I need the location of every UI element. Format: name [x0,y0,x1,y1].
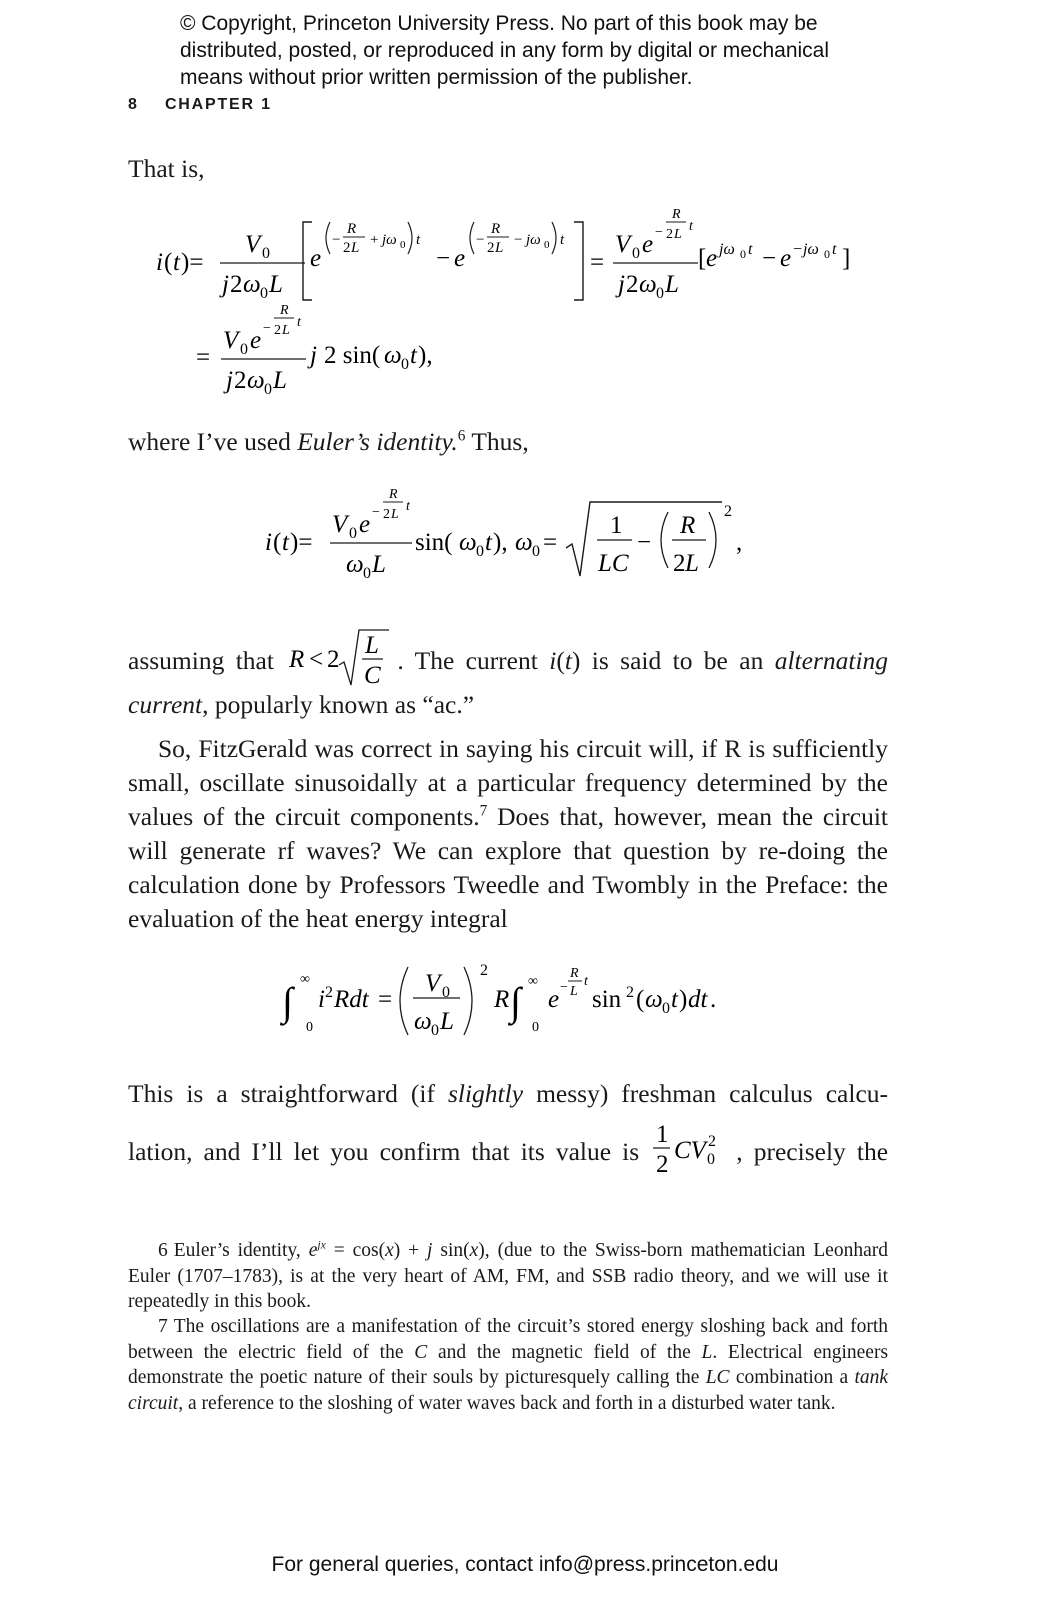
svg-text:V: V [223,327,239,354]
svg-text:L: L [372,551,386,578]
svg-text:0: 0 [532,1020,539,1035]
svg-text:ω: ω [414,1008,432,1035]
svg-text:t: t [485,529,492,556]
svg-text:V: V [332,511,348,538]
svg-text:V: V [615,231,631,258]
svg-text:ω: ω [243,271,261,298]
svg-text:t: t [560,232,565,248]
svg-text:<: < [309,646,324,673]
chapter-label: CHAPTER 1 [164,96,272,113]
svg-text:ω: ω [459,529,477,556]
svg-text:t: t [406,499,410,514]
svg-text:∞: ∞ [528,974,538,989]
svg-text:2: 2 [343,240,351,256]
said-rest-text: is said to be an [591,646,764,675]
svg-text:R: R [680,512,696,539]
equation-svg-1 [150,200,870,410]
svg-text:t: t [689,219,693,234]
svg-text:−: − [436,245,451,272]
euler-identity-term: Euler’s identity. [297,427,458,456]
svg-text:0: 0 [662,1000,670,1017]
svg-text:t: t [173,249,180,276]
footnote-7-text-e: , a reference to the sloshing of water waves back and forth in a disturbed water tank. [178,1392,836,1414]
svg-text:−: − [332,232,341,248]
svg-text:−: − [514,232,523,248]
svg-text:j: j [222,271,229,298]
svg-text:t: t [671,986,678,1013]
assuming-text: assuming that [128,646,274,675]
svg-text:2: 2 [708,1133,717,1150]
svg-text:0: 0 [632,245,640,262]
svg-text:L: L [570,984,578,999]
svg-text:2: 2 [274,323,281,338]
svg-text:ω: ω [515,529,533,556]
svg-text:e: e [250,327,262,354]
svg-text:CV: CV [674,1137,707,1164]
svg-text:2: 2 [626,984,634,1001]
tank-circuit-term: tank circuit [128,1367,889,1414]
current-term: current [128,690,203,719]
svg-text:2: 2 [383,507,390,522]
svg-text:L: L [273,367,287,394]
svg-text:0: 0 [264,381,272,398]
svg-text:sin: sin [592,986,622,1013]
page-number: 8 [128,96,139,113]
svg-text:2: 2 [673,550,686,577]
svg-text:2: 2 [230,271,243,298]
svg-text:(: ( [164,249,173,276]
footnote-6 [128,1238,888,1315]
svg-text:1: 1 [656,1121,669,1148]
svg-text:=: = [543,529,558,556]
that-is-text: That is, [128,154,205,183]
svg-text:t: t [410,342,417,369]
svg-text:0: 0 [544,239,550,251]
copyright-line-3: means without prior written permission of the publisher. [180,66,693,89]
fitzgerald-rest-text: Does that, however, mean the circuit will generate rf waves? We can explore that question by re-doing the calculation done by Professors Tweedle and Twombly in the Preface: the evaluation of the heat energy integral [128,802,888,933]
svg-text:L: L [391,507,399,522]
svg-text:2 sin(: 2 sin( [324,342,381,369]
svg-text:2: 2 [626,271,639,298]
svg-text:0: 0 [401,356,409,373]
footnote-6-number: 6 [158,1240,168,1261]
svg-text:L: L [269,271,283,298]
svg-text:e: e [359,511,371,538]
svg-text:(: ( [636,986,645,1013]
footnote-7-c: C [414,1341,428,1363]
svg-text:Rdt: Rdt [334,986,369,1013]
svg-text:V: V [245,231,261,258]
svg-text:+: + [370,232,379,248]
copyright-line-2: distributed, posted, or reproduced in any form by digital or mechanical [180,39,830,62]
svg-text:e: e [548,986,560,1013]
svg-text:L: L [495,240,504,256]
footnote-7-text-a: The oscillations are a manifestation of the circuit’s stored energy sloshing back and forth between the electric field of the [128,1316,888,1363]
copyright-line-1: © Copyright, Princeton University Press. No part of this book may be [180,12,818,35]
svg-text:0: 0 [400,239,406,251]
svg-text:j: j [226,367,233,394]
svg-text:0: 0 [656,285,664,302]
svg-text:)=: )= [290,529,313,556]
svg-text:jω: jω [803,241,819,258]
euler-identity-formula: $e^{jx} = \cos(x) + j$ sin(x), [308,1238,490,1261]
fitzgerald-text: So, FitzGerald was correct in saying his circuit will, if R is sufficiently small, oscillate sinusoidally at a particular frequency determined by the values of the circuit components. [128,734,888,831]
svg-text:R: R [672,207,681,222]
straightforward-text: This is a straightforward (if [128,1079,435,1108]
footnote-7-l: L [701,1341,713,1363]
paragraph-euler [128,425,888,459]
svg-text:L: L [365,632,380,659]
svg-text:=: = [196,344,211,371]
svg-text:t: t [282,529,289,556]
svg-text:0: 0 [532,543,540,560]
confirm-value-text: lation, and I’ll let you confirm that its value is [128,1137,640,1166]
svg-text:−: − [372,505,380,520]
thus-text: Thus, [465,427,529,456]
equation-svg-2 [260,488,760,588]
footnote-7-text-c: . Electrical engineers demonstrate the poetic nature of their souls by picturesquely calling the [128,1341,889,1388]
equation-heat-energy-integral [280,955,740,1050]
svg-text:ω: ω [247,367,265,394]
svg-text:): ) [679,986,688,1013]
svg-text:ω: ω [645,986,663,1013]
svg-text:jω: jω [719,241,735,258]
svg-text:=: = [590,249,605,276]
svg-text:2: 2 [234,367,247,394]
svg-text:ω: ω [346,551,364,578]
equation-svg-3 [280,955,740,1045]
svg-text:2: 2 [325,984,333,1001]
svg-text:2: 2 [480,962,488,979]
svg-text:jω: jω [526,232,541,248]
footnote-7 [128,1314,888,1416]
messy-text: messy) freshman calculus calcu- [536,1079,889,1108]
svg-text:ω: ω [639,271,657,298]
svg-text:0: 0 [476,543,484,560]
svg-text:L: L [440,1008,454,1035]
svg-text:R: R [491,221,501,237]
svg-text:t: t [748,241,753,258]
svg-text:i: i [265,529,272,556]
svg-text:),: ), [493,529,508,556]
svg-text:.: . [710,986,717,1013]
svg-text:e: e [642,231,654,258]
svg-text:−: − [637,529,652,556]
svg-text:L: L [282,323,290,338]
svg-text:0: 0 [306,1020,313,1035]
svg-text:2: 2 [327,646,340,673]
svg-text:0: 0 [260,285,268,302]
footnote-6-text-b: (due to the Swiss-born mathematician Leonhard Euler (1707–1783), is at the very heart of AM, FM, and SSB radio theory, and we will use it repeatedly in this book. [128,1240,888,1312]
svg-text:∞: ∞ [300,972,310,987]
footnote-7-lc: LC [705,1367,730,1388]
svg-text:)=: )= [181,249,204,276]
svg-text:e: e [454,245,466,272]
footnote-7-number: 7 [158,1316,168,1337]
footnote-6-marker[interactable]: 6 [457,427,466,445]
svg-text:0: 0 [431,1022,439,1039]
svg-text:R: R [570,966,579,981]
footer-contact: For general queries, contact info@press.princeton.edu [271,1553,779,1576]
svg-text:0: 0 [442,984,450,1001]
half-c-v0-squared [650,1120,736,1176]
svg-text:(: ( [273,529,282,556]
svg-text:),: ), [418,342,433,369]
precisely-the-text: , precisely the [736,1137,889,1166]
svg-text:]: ] [842,245,851,272]
where-used-text: where I’ve used [128,427,291,456]
svg-text:t: t [584,974,588,989]
svg-text:0: 0 [363,565,371,582]
svg-text:−: − [263,321,271,336]
svg-text:0: 0 [349,525,357,542]
equation-current-solution [260,488,760,593]
svg-text:R: R [389,487,398,502]
alternating-term: alternating [774,646,889,675]
paragraph-straightforward [128,1068,888,1178]
svg-text:e: e [706,245,718,272]
svg-text:2: 2 [724,503,732,520]
svg-text:t: t [832,241,837,258]
paragraph-that-is [128,152,888,186]
svg-text:j: j [310,342,317,369]
svg-text:0: 0 [707,1151,716,1168]
svg-text:L: L [674,227,682,242]
svg-text:[: [ [698,245,707,272]
svg-text:sin(: sin( [415,529,453,556]
equation-current-expansion [150,200,870,415]
svg-text:V: V [425,970,441,997]
svg-text:j: j [618,271,625,298]
svg-text:1: 1 [610,512,623,539]
footnote-6-text-a: Euler’s identity, [173,1240,301,1261]
svg-text:LC: LC [598,550,629,577]
svg-text:e: e [310,245,322,272]
svg-text:i: i [156,249,163,276]
svg-text:L: L [685,550,699,577]
inequality-r-lt-2-sqrt-l-over-c [285,625,397,687]
svg-text:t: t [297,315,301,330]
svg-text:R: R [494,986,510,1013]
slightly-term: slightly [447,1079,524,1108]
svg-text:2: 2 [487,240,495,256]
svg-text:∫: ∫ [282,979,293,1024]
svg-text:=: = [378,986,393,1013]
svg-text:−: − [560,980,568,995]
svg-text:L: L [665,271,679,298]
svg-text:e: e [780,245,792,272]
svg-text:R: R [289,646,305,673]
svg-text:L: L [351,240,360,256]
svg-text:C: C [364,662,382,687]
svg-text:dt: dt [688,986,708,1013]
current-said-text: . The current [397,646,538,675]
copyright-notice [180,10,829,91]
running-head [128,96,272,114]
svg-text:ω: ω [384,342,402,369]
paragraph-fitzgerald [128,732,888,936]
svg-text:R: R [280,303,289,318]
popularly-text: , popularly known as “ac.” [202,690,475,719]
svg-text:R: R [347,221,357,237]
footnote-7-marker[interactable]: 7 [479,802,488,820]
svg-text:0: 0 [262,245,270,262]
svg-text:jω: jω [382,232,397,248]
svg-text:−: − [476,232,485,248]
svg-text:0: 0 [824,247,830,261]
paragraph-assuming: assuming that R < 2 L C . The current i(t) is said to be an alternating current, popularly known as “ac.” [128,625,888,723]
svg-text:−: − [655,225,663,240]
svg-text:−: − [762,245,777,272]
svg-text:−: − [793,241,803,258]
svg-text:,: , [736,529,743,556]
footnote-7-text-d: combination a [735,1367,849,1388]
svg-text:2: 2 [656,1151,669,1176]
svg-text:∫: ∫ [510,979,521,1024]
svg-text:2: 2 [666,227,673,242]
svg-text:t: t [416,232,421,248]
svg-text:i: i [318,986,325,1013]
svg-text:0: 0 [240,341,248,358]
svg-text:0: 0 [740,247,746,261]
footnote-7-text-b: and the magnetic field of the [437,1341,691,1363]
